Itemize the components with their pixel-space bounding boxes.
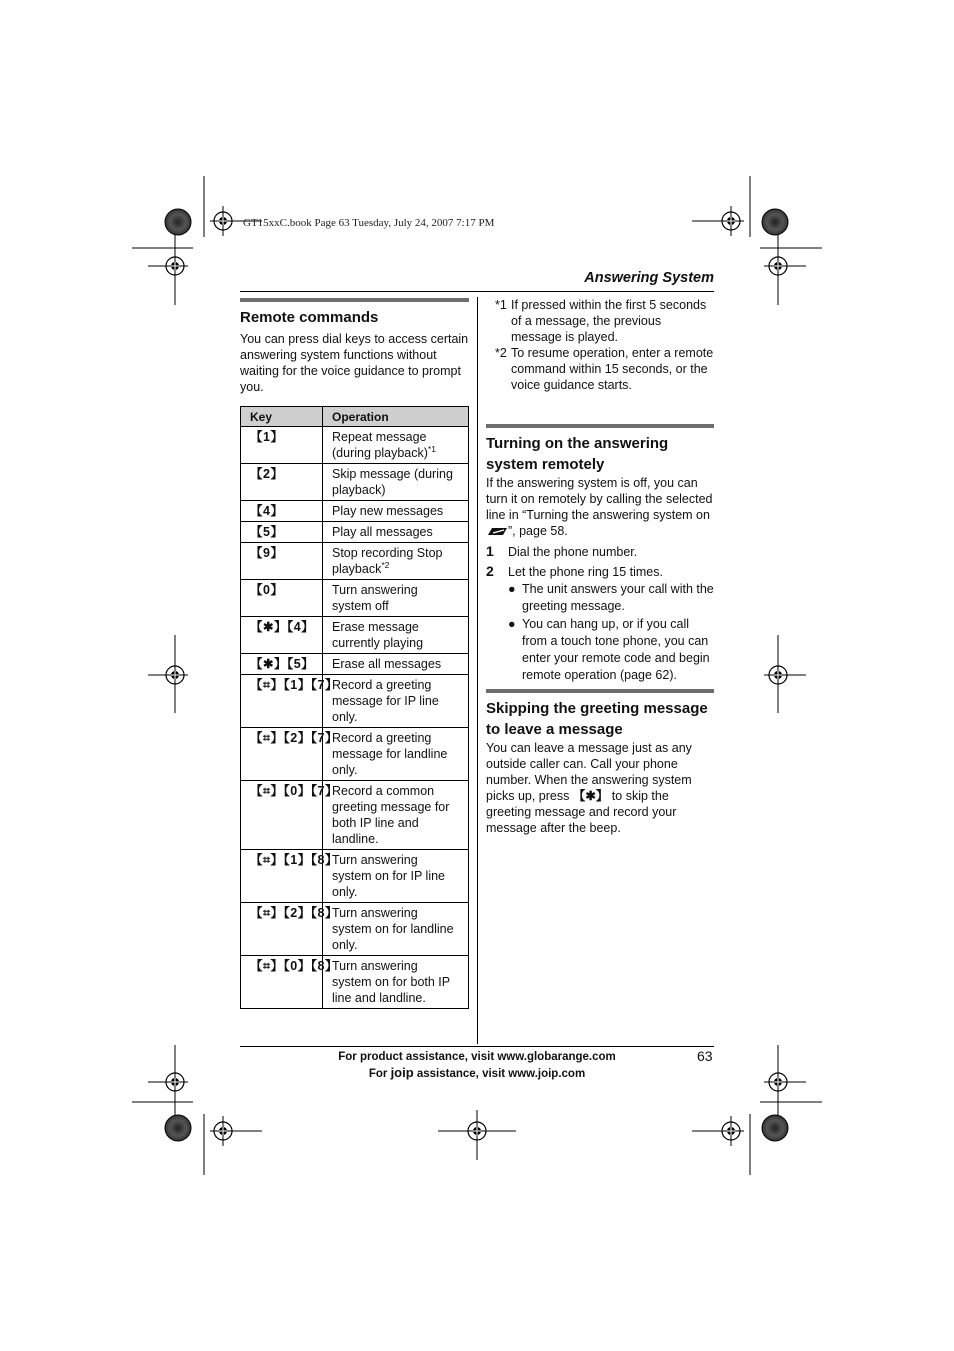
table-row	[241, 781, 469, 850]
table-row	[241, 464, 469, 501]
star-key: 【✱】	[572, 789, 609, 803]
footer	[240, 1049, 714, 1082]
table-row	[241, 675, 469, 728]
footnote-2	[486, 345, 714, 393]
footnote-mark: *1	[495, 298, 507, 312]
key-cell: 【⌗】【2】【8】	[241, 903, 323, 956]
section-rule	[486, 424, 714, 428]
operation-cell	[323, 781, 469, 850]
step-1	[486, 543, 714, 560]
left-column	[240, 298, 469, 1009]
table-row	[241, 956, 469, 1009]
bullet-icon: ●	[508, 617, 516, 631]
handset-on-icon	[486, 527, 508, 536]
bullet-text: The unit answers your call with the greeting message.	[522, 582, 714, 613]
operation-text: Erase all messages	[332, 657, 442, 671]
key-cell: 【⌗】【0】【7】	[241, 781, 323, 850]
skipping-text-end: to skip the greeting message and record your message after the beep.	[486, 789, 677, 835]
step-text: Dial the phone number.	[508, 545, 638, 559]
footer-rule	[240, 1046, 714, 1047]
operation-cell	[323, 522, 469, 543]
table-header-row	[241, 407, 469, 427]
key-cell: 【⌗】【2】【7】	[241, 728, 323, 781]
key-cell: 【✱】【5】	[241, 654, 323, 675]
key-cell: 【0】	[241, 580, 323, 617]
footnote-ref: *1	[427, 443, 436, 454]
footer-suffix: assistance, visit www.joip.com	[413, 1068, 586, 1080]
table-row	[241, 522, 469, 543]
page-number: 63	[697, 1048, 713, 1064]
table-row	[241, 580, 469, 617]
operation-cell	[323, 850, 469, 903]
turning-on-section	[486, 424, 714, 684]
footnote-text: To resume operation, enter a remote command within 15 seconds, or the voice guidance starts.	[511, 346, 714, 392]
footer-line-2	[240, 1065, 714, 1082]
operation-text: Play new messages	[332, 504, 444, 518]
operation-text: Record a greeting message for IP line only.	[332, 678, 439, 724]
operation-text: Turn answering system on for IP line only.	[332, 853, 446, 899]
operation-text: Skip message (during playback)	[332, 467, 453, 497]
step-text: Let the phone ring 15 times.	[508, 565, 663, 579]
operation-text: Repeat message (during playback)	[332, 430, 428, 460]
remote-commands-title: Remote commands	[240, 309, 379, 326]
table-row	[241, 543, 469, 580]
table-row	[241, 654, 469, 675]
column-divider	[477, 297, 478, 1044]
operation-text: Play all messages	[332, 525, 433, 539]
print-header: GT15xxC.book Page 63 Tuesday, July 24, 2007 7:17 PM	[243, 217, 495, 229]
footnotes	[486, 297, 714, 393]
key-column-header: Key	[241, 407, 323, 427]
intro-text: If the answering system is off, you can turn it on remotely by calling the selected line in “Turning the answering system on	[486, 476, 713, 522]
bullet-icon: ●	[508, 582, 516, 596]
joip-logo: joip	[390, 1065, 414, 1080]
table-row	[241, 850, 469, 903]
footnote-text: If pressed within the first 5 seconds of a message, the previous message is played.	[511, 298, 707, 344]
bullet-text: You can hang up, or if you call from a touch tone phone, you can enter your remote code and begin remote operation (page 62).	[522, 617, 710, 682]
table-row	[241, 617, 469, 654]
table-row	[241, 728, 469, 781]
header-rule	[240, 291, 714, 292]
key-cell: 【⌗】【1】【7】	[241, 675, 323, 728]
turning-on-intro	[486, 475, 714, 539]
bullet-item	[508, 581, 714, 615]
remote-commands-table	[240, 406, 469, 1009]
operation-text: Turn answering system on for both IP line and landline.	[332, 959, 450, 1005]
key-cell: 【1】	[241, 427, 323, 464]
footnote-1	[486, 297, 714, 345]
skipping-text-start: You can leave a message just as any outside caller can. Call your phone number. When the answering system picks up, press	[486, 741, 692, 803]
footer-line-1: For product assistance, visit www.globarange.com	[338, 1051, 616, 1063]
table-row	[241, 903, 469, 956]
skipping-text	[486, 740, 714, 836]
skipping-title: Skipping the greeting message to leave a message	[486, 700, 708, 738]
footnote-ref: *2	[381, 559, 390, 570]
table-row	[241, 427, 469, 464]
step-number: 1	[486, 543, 494, 559]
operation-text: Record a greeting message for landline only.	[332, 731, 448, 777]
key-cell: 【⌗】【1】【8】	[241, 850, 323, 903]
intro-text-end: ”, page 58.	[508, 524, 568, 538]
operation-cell	[323, 501, 469, 522]
operation-column-header: Operation	[323, 407, 469, 427]
key-cell: 【2】	[241, 464, 323, 501]
bullet-item	[508, 616, 714, 684]
footer-prefix: For	[368, 1068, 391, 1080]
remote-commands-intro: You can press dial keys to access certain answering system functions without waiting for the voice guidance to prompt you.	[240, 332, 469, 394]
operation-cell	[323, 464, 469, 501]
skipping-section	[486, 689, 714, 836]
key-cell: 【4】	[241, 501, 323, 522]
operation-cell	[323, 728, 469, 781]
key-cell: 【✱】【4】	[241, 617, 323, 654]
operation-cell	[323, 617, 469, 654]
table-row	[241, 501, 469, 522]
operation-cell	[323, 903, 469, 956]
operation-text: Erase message currently playing	[332, 620, 424, 650]
key-cell: 【9】	[241, 543, 323, 580]
operation-cell	[323, 956, 469, 1009]
section-rule	[240, 298, 469, 302]
operation-cell	[323, 543, 469, 580]
key-cell: 【⌗】【0】【8】	[241, 956, 323, 1009]
operation-text: Turn answering system on for landline only.	[332, 906, 454, 952]
operation-text: Record a common greeting message for both IP line and landline.	[332, 784, 450, 846]
turning-on-title: Turning on the answering system remotely	[486, 435, 669, 473]
footnote-mark: *2	[495, 346, 507, 360]
operation-text: Turn answering system off	[332, 583, 418, 613]
operation-cell	[323, 654, 469, 675]
operation-cell	[323, 427, 469, 464]
operation-cell	[323, 580, 469, 617]
step-2	[486, 563, 714, 580]
section-header: Answering System	[584, 270, 714, 286]
step-number: 2	[486, 563, 494, 579]
operation-cell	[323, 675, 469, 728]
key-cell: 【5】	[241, 522, 323, 543]
section-rule	[486, 689, 714, 693]
operation-text: Stop recording Stop playback	[332, 546, 443, 576]
